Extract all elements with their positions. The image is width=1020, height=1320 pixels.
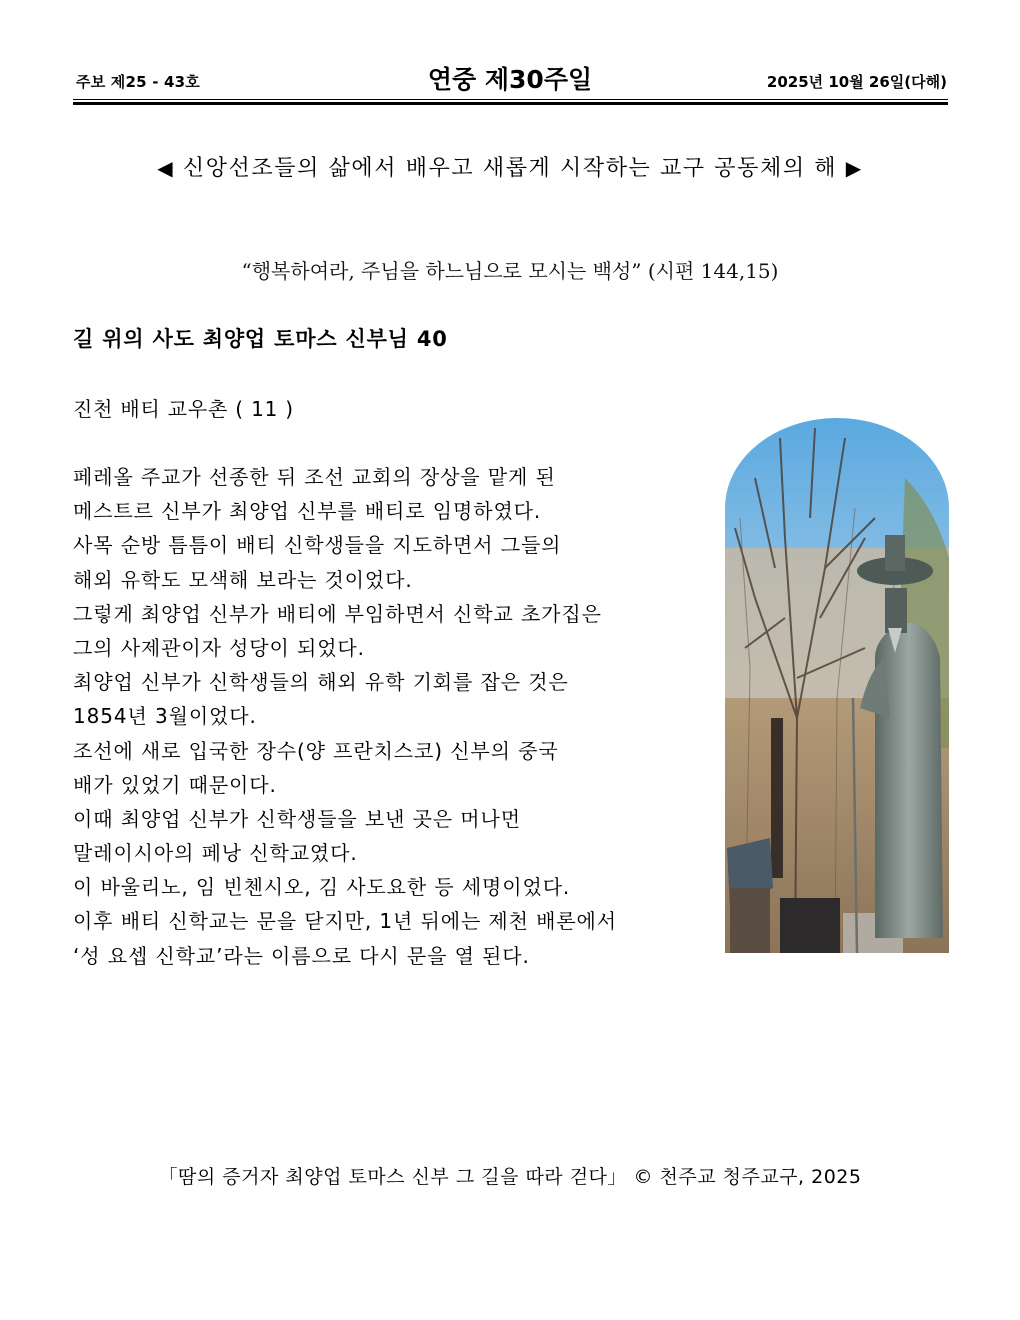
article-body [73, 460, 733, 973]
header-rule-thin [73, 99, 948, 100]
body-line: 이 바울리노, 임 빈첸시오, 김 사도요한 등 세명이었다. [73, 875, 571, 900]
statue-photo [725, 418, 949, 953]
footer-publisher: 천주교 청주교구, 2025 [659, 1166, 862, 1188]
body-line: 이때 최양업 신부가 신학생들을 보낸 곳은 머나먼 [73, 806, 521, 831]
banner-text: 신앙선조들의 삶에서 배우고 새롭게 시작하는 교구 공동체의 해 [182, 156, 838, 181]
body-line: 페레올 주교가 선종한 뒤 조선 교회의 장상을 맡게 된 [73, 465, 556, 489]
body-line: 최양업 신부가 신학생들의 해외 유학 기회를 잡은 것은 [73, 670, 569, 695]
article-subtitle: 진천 배티 교우촌 ( 11 ) [73, 397, 294, 421]
footer-book-title: 「땀의 증거자 최양업 토마스 신부 그 길을 따라 걷다」 [158, 1166, 627, 1188]
left-triangle-icon: ◀ [157, 156, 175, 180]
copyright-icon: © [633, 1166, 653, 1188]
page-title: 연중 제30주일 [427, 65, 593, 94]
right-triangle-icon: ▶ [845, 156, 863, 180]
body-line: 이후 배티 신학교는 문을 닫지만, 1년 뒤에는 제천 배론에서 [73, 909, 618, 934]
body-line: 말레이시아의 페낭 신학교였다. [73, 841, 358, 866]
body-line: 그렇게 최양업 신부가 배티에 부임하면서 신학교 초가집은 [73, 601, 602, 626]
footer-credit [0, 1162, 1020, 1189]
scripture-quote [0, 255, 1020, 284]
article-title: 길 위의 사도 최양업 토마스 신부님 40 [73, 327, 448, 351]
body-line: 1854년 3월이었다. [73, 704, 257, 729]
quote-citation: (시편 144,15) [647, 259, 779, 283]
body-line: 조선에 새로 입국한 장수(양 프란치스코) 신부의 중국 [73, 738, 559, 763]
body-line: 사목 순방 틈틈이 배티 신학생들을 지도하면서 그들의 [73, 533, 562, 558]
issue-number: 주보 제25 - 43호 [76, 73, 201, 91]
theme-banner [0, 151, 1020, 182]
issue-date: 2025년 10월 26일(다해) [766, 73, 947, 91]
body-line: ‘성 요셉 신학교’라는 이름으로 다시 문을 열 된다. [73, 943, 530, 968]
header-rule-thick [73, 102, 948, 105]
body-line: 배가 있었기 때문이다. [73, 772, 277, 797]
body-line: 해외 유학도 모색해 보라는 것이었다. [73, 567, 413, 592]
quote-text: “행복하여라, 주님을 하느님으로 모시는 백성” [241, 259, 642, 283]
body-line: 그의 사제관이자 성당이 되었다. [73, 635, 365, 660]
body-line: 메스트르 신부가 최양업 신부를 배티로 임명하였다. [73, 499, 542, 524]
